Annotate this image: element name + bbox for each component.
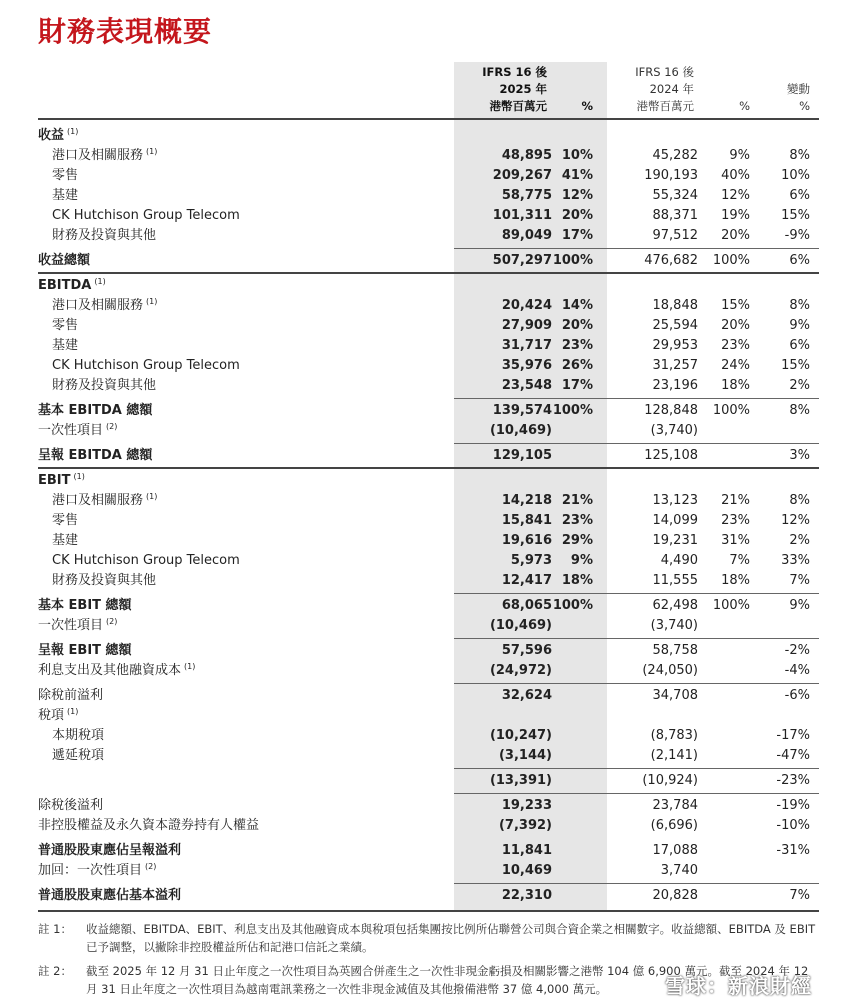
row-label [52, 296, 157, 316]
header-2025: IFRS 16 後 2025 年 港幣百萬元 [482, 65, 547, 113]
change-pct: 6% [789, 338, 810, 353]
table-rule [454, 793, 819, 794]
value-2024: 125,108 [644, 448, 698, 463]
table-rule [454, 443, 819, 444]
row-label-text: 基建 [52, 338, 79, 353]
table-row [0, 126, 842, 146]
value-2024: (3,740) [650, 423, 698, 438]
header-change: 變動 % [787, 82, 810, 113]
pct-2024: 15% [721, 298, 750, 313]
change-pct: 15% [781, 358, 810, 373]
header-2024-pct: % [739, 99, 750, 113]
pct-2024: 7% [729, 553, 750, 568]
footnote-ref: (1) [146, 146, 158, 156]
table-row [0, 726, 842, 746]
change-pct: -9% [784, 228, 810, 243]
pct-2024: 20% [721, 318, 750, 333]
row-label [52, 226, 156, 246]
value-2024: 18,848 [652, 298, 698, 313]
row-label-text: 零售 [52, 513, 79, 528]
table-row [0, 861, 842, 881]
row-label-text: 利息支出及其他融資成本 [38, 663, 182, 678]
value-2024: 62,498 [652, 598, 698, 613]
pct-2024: 9% [729, 148, 750, 163]
pct-2025: 17% [561, 378, 593, 393]
row-label-text: 除稅前溢利 [38, 688, 104, 703]
value-2024: (6,696) [650, 818, 698, 833]
value-2025: 22,310 [501, 888, 552, 903]
value-2025: 68,065 [501, 598, 552, 613]
row-label [52, 376, 156, 396]
table-row [0, 336, 842, 356]
value-2025: 209,267 [492, 168, 552, 183]
row-label-text: EBIT [38, 473, 71, 488]
change-pct: -10% [776, 818, 810, 833]
row-label [52, 336, 78, 356]
value-2024: 14,099 [652, 513, 698, 528]
footnote-ref: (2) [106, 616, 118, 626]
change-pct: -17% [776, 728, 810, 743]
footnote-1-label: 註 1： [38, 922, 72, 936]
change-pct: 7% [789, 573, 810, 588]
value-2025: 89,049 [501, 228, 552, 243]
row-label-text: 呈報 EBITDA 總額 [38, 448, 153, 463]
value-2025: (10,469) [489, 618, 552, 633]
table-row [0, 771, 842, 791]
value-2024: 58,758 [652, 643, 698, 658]
pct-2025: 23% [561, 513, 593, 528]
row-label-text: CK Hutchison Group Telecom [52, 358, 240, 373]
row-label-text: 非控股權益及永久資本證券持有人權益 [38, 818, 260, 833]
table-row [0, 531, 842, 551]
table-row [0, 706, 842, 726]
value-2024: 190,193 [644, 168, 698, 183]
pct-2025: 9% [570, 553, 593, 568]
pct-2025: 12% [561, 188, 593, 203]
row-label-text: 零售 [52, 168, 79, 183]
change-pct: 10% [781, 168, 810, 183]
value-2025: (24,972) [489, 663, 552, 678]
table-row [0, 251, 842, 271]
value-2024: 88,371 [652, 208, 698, 223]
value-2025: 14,218 [501, 493, 552, 508]
row-label [52, 551, 240, 571]
pct-2024: 31% [721, 533, 750, 548]
table-row [0, 356, 842, 376]
footnote-ref: (1) [94, 276, 106, 286]
row-label [38, 816, 259, 836]
pct-2025: 20% [561, 318, 593, 333]
value-2025: 32,624 [501, 688, 552, 703]
value-2024: (8,783) [650, 728, 698, 743]
row-label-text: CK Hutchison Group Telecom [52, 208, 240, 223]
table-rule [38, 467, 819, 469]
row-label [38, 596, 132, 616]
pct-2025: 29% [561, 533, 593, 548]
change-pct: -19% [776, 798, 810, 813]
value-2024: 13,123 [652, 493, 698, 508]
value-2024: 31,257 [652, 358, 698, 373]
row-label-text: 基建 [52, 533, 79, 548]
change-pct: 2% [789, 378, 810, 393]
pct-2025: 100% [552, 598, 593, 613]
row-label [52, 726, 104, 746]
row-label-text: 基本 EBIT 總額 [38, 598, 132, 613]
row-label-text: 遞延稅項 [52, 748, 105, 763]
table-row [0, 686, 842, 706]
row-label [38, 686, 103, 706]
pct-2025: 100% [552, 253, 593, 268]
table-row [0, 841, 842, 861]
value-2025: 10,469 [501, 863, 552, 878]
table-row [0, 746, 842, 766]
footnote-ref: (1) [146, 296, 158, 306]
pct-2024: 20% [721, 228, 750, 243]
change-pct: 8% [789, 493, 810, 508]
table-row [0, 661, 842, 681]
value-2024: 20,828 [652, 888, 698, 903]
value-2024: 23,196 [652, 378, 698, 393]
value-2024: 34,708 [652, 688, 698, 703]
footnote-ref: (1) [67, 706, 79, 716]
row-label-text: CK Hutchison Group Telecom [52, 553, 240, 568]
pct-2024: 18% [721, 378, 750, 393]
row-label [38, 841, 181, 861]
value-2024: 23,784 [652, 798, 698, 813]
value-2025: (3,144) [498, 748, 552, 763]
row-label-text: 一次性項目 [38, 423, 104, 438]
table-rule [454, 593, 819, 594]
pct-2025: 17% [561, 228, 593, 243]
change-pct: 6% [789, 253, 810, 268]
row-label-text: 一次性項目 [38, 618, 104, 633]
row-label [38, 796, 103, 816]
value-2025: 12,417 [501, 573, 552, 588]
table-rule [38, 910, 819, 912]
row-label [52, 491, 157, 511]
value-2025: 139,574 [492, 403, 552, 418]
row-label-text: 港口及相關服務 [52, 493, 144, 508]
table-row [0, 616, 842, 636]
row-label-text: 零售 [52, 318, 79, 333]
change-pct: 15% [781, 208, 810, 223]
value-2025: 27,909 [501, 318, 552, 333]
table-row [0, 551, 842, 571]
value-2024: (10,924) [642, 773, 698, 788]
footnote-ref: (1) [67, 126, 79, 136]
change-pct: 7% [789, 888, 810, 903]
value-2024: 55,324 [652, 188, 698, 203]
value-2025: 507,297 [492, 253, 552, 268]
row-label [52, 531, 78, 551]
footnote-ref: (1) [146, 491, 158, 501]
value-2025: 31,717 [501, 338, 552, 353]
footnote-ref: (2) [145, 861, 157, 871]
row-label-text: 港口及相關服務 [52, 148, 144, 163]
row-label-text: 基建 [52, 188, 79, 203]
value-2024: 3,740 [660, 863, 698, 878]
row-label-text: 基本 EBITDA 總額 [38, 403, 153, 418]
value-2024: 17,088 [652, 843, 698, 858]
table-row [0, 491, 842, 511]
header-2025-pct: % [581, 99, 593, 113]
table-row [0, 276, 842, 296]
row-label [38, 706, 78, 726]
row-label [52, 316, 78, 336]
row-label [52, 571, 156, 591]
row-label-text: 收益 [38, 128, 65, 143]
pct-2025: 23% [561, 338, 593, 353]
change-pct: 9% [789, 598, 810, 613]
table-row [0, 816, 842, 836]
row-label [38, 886, 181, 906]
row-label-text: 加回：一次性項目 [38, 863, 143, 878]
row-label [52, 186, 78, 206]
row-label [38, 446, 152, 466]
value-2025: (10,469) [489, 423, 552, 438]
table-row [0, 596, 842, 616]
table-row [0, 446, 842, 466]
value-2024: 476,682 [644, 253, 698, 268]
row-label-text: 普通股股東應佔基本溢利 [38, 888, 182, 903]
pct-2024: 18% [721, 573, 750, 588]
value-2024: (2,141) [650, 748, 698, 763]
row-label [52, 206, 240, 226]
change-pct: -23% [776, 773, 810, 788]
change-pct: -2% [784, 643, 810, 658]
header-rule [38, 118, 819, 120]
pct-2025: 14% [561, 298, 593, 313]
pct-2024: 12% [721, 188, 750, 203]
table-row [0, 421, 842, 441]
pct-2025: 21% [561, 493, 593, 508]
row-label [38, 861, 156, 881]
value-2024: (3,740) [650, 618, 698, 633]
table-rule [454, 683, 819, 684]
value-2025: 15,841 [501, 513, 552, 528]
row-label-text: 財務及投資與其他 [52, 228, 157, 243]
value-2025: 101,311 [492, 208, 552, 223]
pct-2024: 40% [721, 168, 750, 183]
footnote-ref: (2) [106, 421, 118, 431]
value-2025: (7,392) [498, 818, 552, 833]
table-rule [38, 272, 819, 274]
value-2024: 19,231 [652, 533, 698, 548]
value-2024: 29,953 [652, 338, 698, 353]
row-label-text: 收益總額 [38, 253, 91, 268]
change-pct: 8% [789, 298, 810, 313]
table-rule [454, 883, 819, 884]
pct-2024: 100% [712, 598, 750, 613]
change-pct: -31% [776, 843, 810, 858]
footnote-2-label: 註 2： [38, 964, 72, 978]
table-rule [454, 638, 819, 639]
value-2025: 35,976 [501, 358, 552, 373]
header-2024: IFRS 16 後 2024 年 港幣百萬元 [635, 65, 694, 113]
row-label [38, 421, 117, 441]
change-pct: 12% [781, 513, 810, 528]
table-row [0, 886, 842, 906]
value-2025: 5,973 [510, 553, 552, 568]
value-2025: 19,616 [501, 533, 552, 548]
change-pct: -47% [776, 748, 810, 763]
row-label-text: EBITDA [38, 278, 92, 293]
value-2024: 128,848 [644, 403, 698, 418]
value-2024: 97,512 [652, 228, 698, 243]
footnote-ref: (1) [73, 471, 85, 481]
row-label [38, 126, 78, 146]
row-label [38, 276, 106, 296]
value-2024: (24,050) [642, 663, 698, 678]
value-2024: 4,490 [660, 553, 698, 568]
row-label-text: 呈報 EBIT 總額 [38, 643, 132, 658]
value-2025: 19,233 [501, 798, 552, 813]
row-label-text: 普通股股東應佔呈報溢利 [38, 843, 182, 858]
value-2025: (13,391) [489, 773, 552, 788]
row-label [52, 166, 78, 186]
table-row [0, 166, 842, 186]
pct-2024: 100% [712, 403, 750, 418]
pct-2025: 26% [561, 358, 593, 373]
pct-2025: 10% [561, 148, 593, 163]
footnote-1-text: 收益總額、EBITDA、EBIT、利息支出及其他融資成本與稅項包括集團按比例所佔聯營公司與合資企業之相關數字。收益總額、EBITDA 及 EBIT 已予調整，以撇除非控股權益所佔和記港口信託之業績。 [86, 922, 816, 954]
pct-2025: 41% [561, 168, 593, 183]
table-row [0, 641, 842, 661]
change-pct: 9% [789, 318, 810, 333]
change-pct: 33% [781, 553, 810, 568]
value-2024: 25,594 [652, 318, 698, 333]
row-label-text: 除稅後溢利 [38, 798, 104, 813]
row-label [52, 146, 157, 166]
footnote-ref: (1) [184, 661, 196, 671]
row-label-text: 本期稅項 [52, 728, 105, 743]
row-label-text: 稅項 [38, 708, 65, 723]
table-row [0, 401, 842, 421]
page-title: 財務表現概要 [38, 15, 213, 48]
change-pct: -4% [784, 663, 810, 678]
row-label [38, 401, 152, 421]
table-row [0, 226, 842, 246]
change-pct: 8% [789, 403, 810, 418]
value-2025: (10,247) [489, 728, 552, 743]
pct-2025: 20% [561, 208, 593, 223]
row-label-text: 港口及相關服務 [52, 298, 144, 313]
value-2025: 20,424 [501, 298, 552, 313]
table-rule [454, 768, 819, 769]
table-row [0, 296, 842, 316]
change-pct: 6% [789, 188, 810, 203]
table-row [0, 206, 842, 226]
change-pct: 2% [789, 533, 810, 548]
table-row [0, 471, 842, 491]
table-row [0, 316, 842, 336]
row-label [52, 356, 240, 376]
value-2025: 48,895 [501, 148, 552, 163]
change-pct: -6% [784, 688, 810, 703]
pct-2024: 19% [721, 208, 750, 223]
pct-2024: 23% [721, 338, 750, 353]
pct-2025: 100% [552, 403, 593, 418]
change-pct: 3% [789, 448, 810, 463]
table-rule [454, 248, 819, 249]
footnote-2-text: 截至 2025 年 12 月 31 日止年度之一次性項目為英國合併產生之一次性非現金虧損及相關影響之港幣 104 億 6,900 萬元。截至 2024 年 12 月 31 日止年度之一次性項目為越南電訊業務之一次性非現金減值及其他撥備港幣 37 億 4,000 萬元。 [86, 964, 809, 996]
table-rule [454, 398, 819, 399]
row-label-text: 財務及投資與其他 [52, 573, 157, 588]
row-label [38, 616, 117, 636]
pct-2025: 18% [561, 573, 593, 588]
row-label [38, 641, 132, 661]
row-label-text: 財務及投資與其他 [52, 378, 157, 393]
row-label [38, 251, 90, 271]
change-pct: 8% [789, 148, 810, 163]
table-row [0, 146, 842, 166]
table-row [0, 376, 842, 396]
value-2025: 57,596 [501, 643, 552, 658]
pct-2024: 100% [712, 253, 750, 268]
value-2025: 58,775 [501, 188, 552, 203]
value-2024: 11,555 [652, 573, 698, 588]
row-label [52, 746, 104, 766]
table-row [0, 511, 842, 531]
row-label [38, 471, 85, 491]
table-row [0, 796, 842, 816]
value-2025: 129,105 [492, 448, 552, 463]
value-2025: 11,841 [501, 843, 552, 858]
row-label [52, 511, 78, 531]
pct-2024: 21% [721, 493, 750, 508]
pct-2024: 24% [721, 358, 750, 373]
value-2024: 45,282 [652, 148, 698, 163]
row-label [38, 661, 195, 681]
watermark: 雪球：新浪財經 [665, 974, 812, 998]
value-2025: 23,548 [501, 378, 552, 393]
pct-2024: 23% [721, 513, 750, 528]
table-row [0, 186, 842, 206]
table-row [0, 571, 842, 591]
